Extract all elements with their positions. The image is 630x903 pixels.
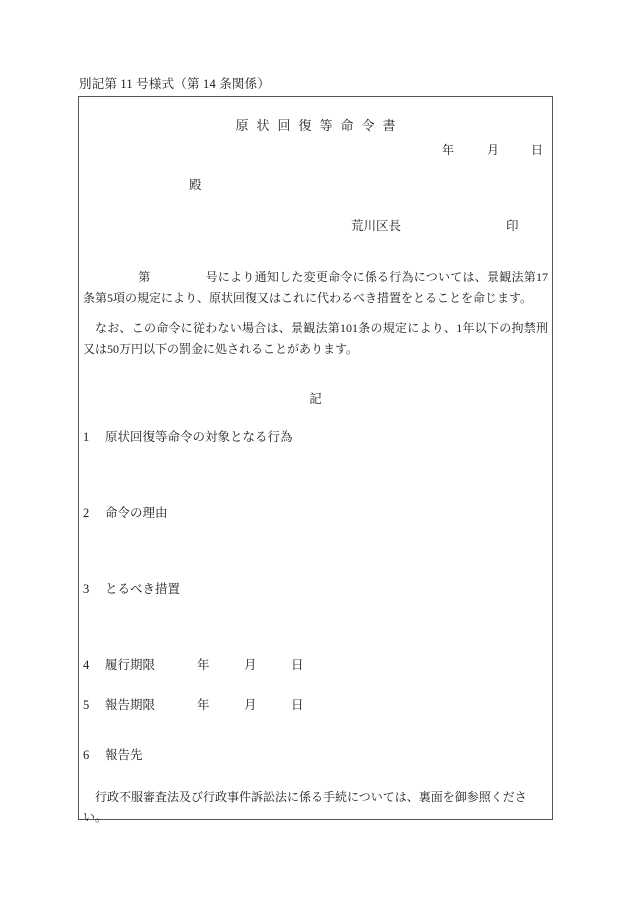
item-number: 5 (83, 698, 90, 712)
item-number: 1 (83, 430, 90, 444)
closing-note: 行政不服審査法及び行政事件訴訟法に係る手続については、裏面を御参照ください。 (83, 790, 527, 824)
body-paragraph-2: なお、この命令に従わない場合は、景観法第101条の規定により、1年以下の拘禁刑又は50万円以下の罰金に処されることがあります。 (83, 321, 548, 356)
item-label: 原状回復等命令の対象となる行為 (105, 430, 293, 444)
issue-date-day-label: 日 (531, 143, 544, 157)
list-item (83, 745, 143, 763)
report-day-label: 日 (291, 698, 304, 712)
item-number: 2 (83, 506, 90, 520)
report-year-label: 年 (197, 698, 210, 712)
body-text (83, 267, 548, 360)
issuer-name: 荒川区長 (351, 219, 402, 233)
document-frame-inner (79, 97, 552, 824)
list-item (83, 655, 304, 673)
notice-number-prefix: 第 (138, 270, 151, 284)
item-label: 報告先 (105, 748, 143, 762)
page-title: 原状回復等命令書 (235, 118, 404, 133)
report-date-fields (197, 695, 304, 713)
list-item (83, 695, 304, 713)
document-frame (78, 96, 553, 824)
deadline-month-label: 月 (244, 658, 257, 672)
item-number: 3 (83, 582, 90, 596)
item-number: 4 (83, 658, 90, 672)
item-label: 履行期限 (105, 658, 156, 672)
issuer-seal-label: 印 (506, 219, 519, 233)
form-number-caption: 別記第 11 号様式（第 14 条関係） (79, 77, 271, 91)
list-item (83, 427, 293, 445)
addressee-honorific: 殿 (189, 178, 202, 192)
issue-date-month-label: 月 (487, 143, 500, 157)
body-paragraph-1-text: 号により通知した変更命令に係る行為については、景観法第17条第5項の規定により、原状回復又はこれに代わるべき措置をとることを命じます。 (83, 270, 548, 305)
deadline-date-fields (197, 655, 304, 673)
list-item (83, 503, 168, 521)
item-number: 6 (83, 748, 90, 762)
item-label: 命令の理由 (105, 506, 168, 520)
report-month-label: 月 (244, 698, 257, 712)
list-item (83, 579, 180, 597)
body-paragraph-1 (83, 267, 548, 309)
item-label: 報告期限 (105, 698, 156, 712)
record-marker: 記 (309, 392, 322, 406)
deadline-day-label: 日 (291, 658, 304, 672)
deadline-year-label: 年 (197, 658, 210, 672)
item-label: とるべき措置 (105, 582, 181, 596)
issue-date-year-label: 年 (442, 143, 455, 157)
